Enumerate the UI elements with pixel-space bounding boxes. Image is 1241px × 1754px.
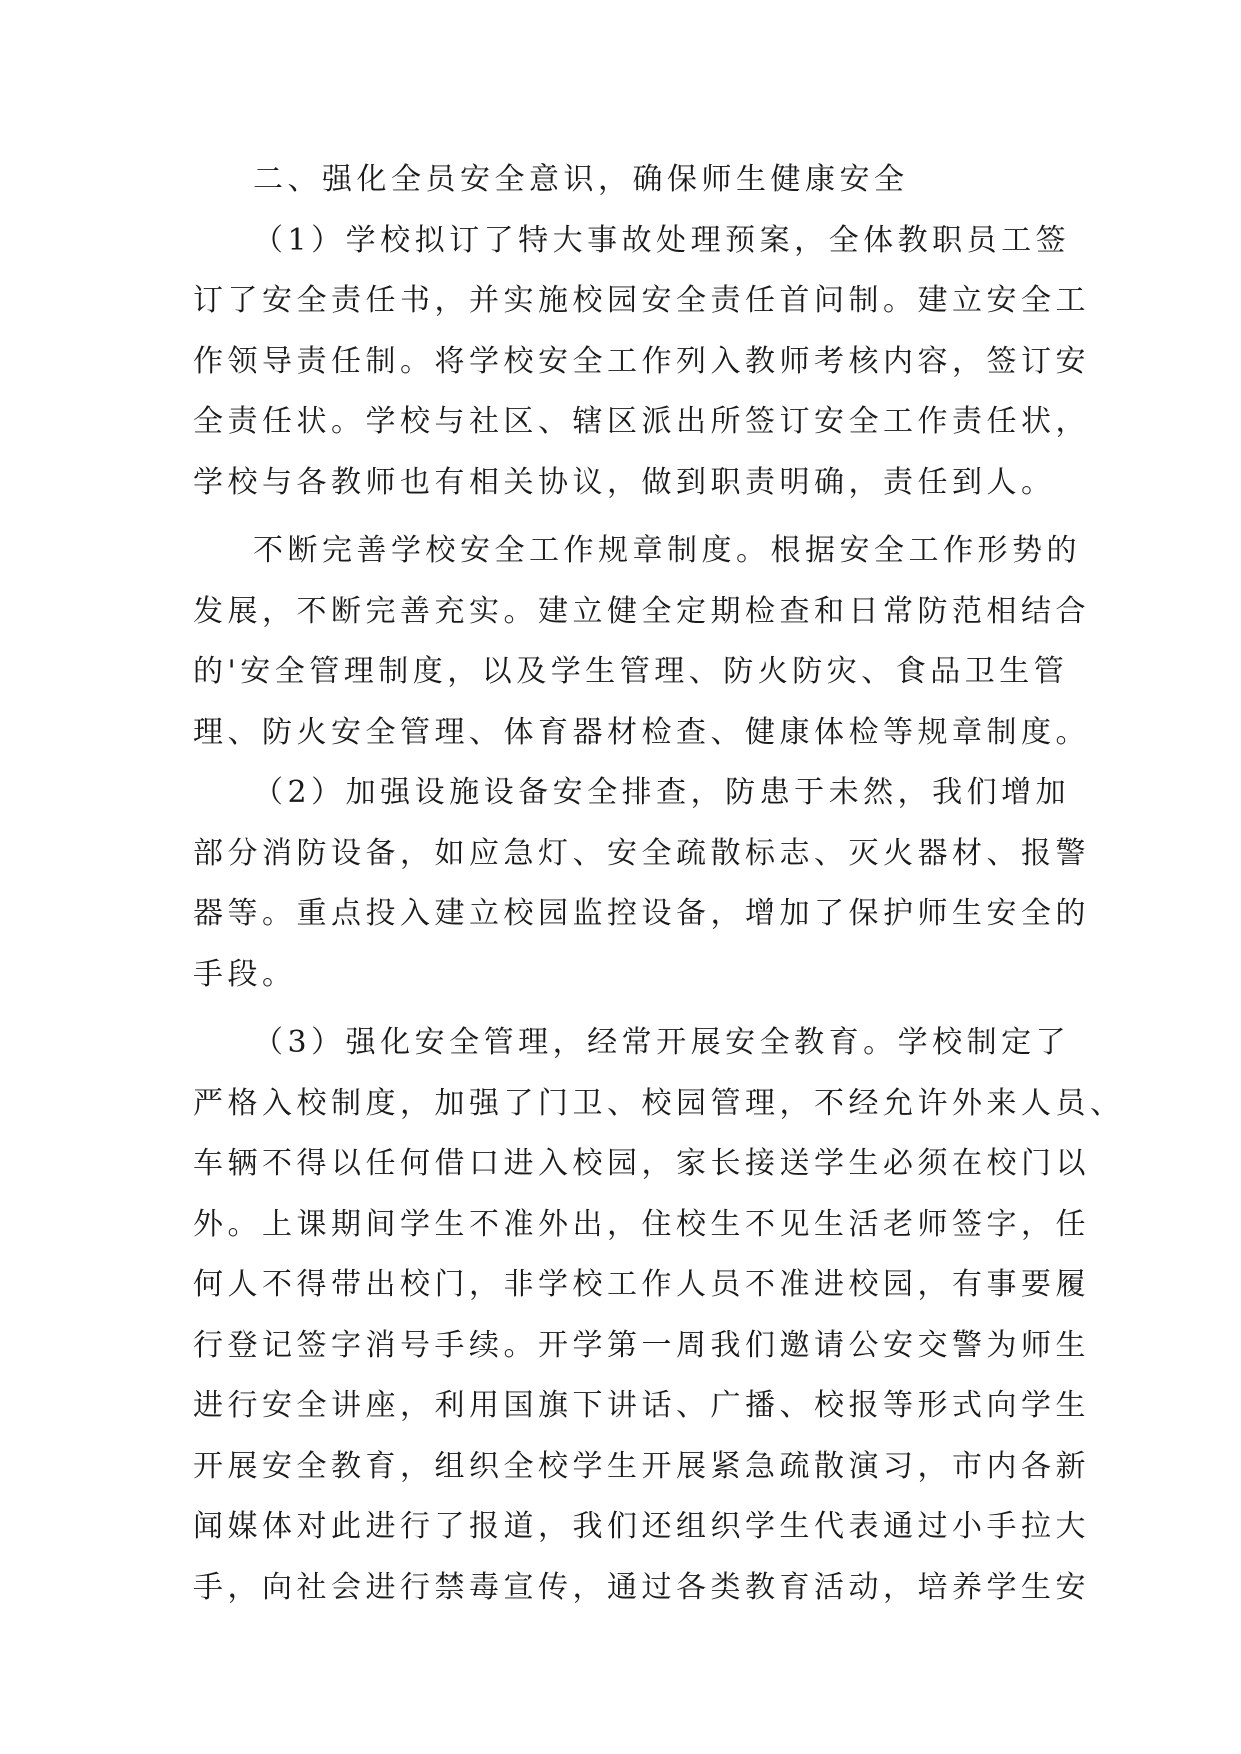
paragraph-line: 手，向社会进行禁毒宣传，通过各类教育活动，培养学生安 bbox=[193, 1569, 1090, 1605]
paragraph-line: （1）学校拟订了特大事故处理预案，全体教职员工签 bbox=[253, 222, 1071, 258]
paragraph-line: 严格入校制度，加强了门卫、校园管理，不经允许外来人员、 bbox=[193, 1085, 1125, 1121]
paragraph-line: 闻媒体对此进行了报道，我们还组织学生代表通过小手拉大 bbox=[193, 1509, 1090, 1544]
paragraph-line: （3）强化安全管理，经常开展安全教育。学校制定了 bbox=[253, 1025, 1071, 1060]
paragraph-line: （2）加强设施设备安全排查，防患于未然，我们增加 bbox=[253, 775, 1071, 810]
paragraph-line: 的'安全管理制度，以及学生管理、防火防灾、食品卫生管 bbox=[193, 654, 1069, 689]
paragraph-line: 不断完善学校安全工作规章制度。根据安全工作形势的 bbox=[253, 533, 1081, 568]
paragraph-line: 进行安全讲座，利用国旗下讲话、广播、校报等形式向学生 bbox=[193, 1388, 1090, 1423]
paragraph-line: 何人不得带出校门，非学校工作人员不准进校园，有事要履 bbox=[193, 1267, 1090, 1302]
paragraph-line: 作领导责任制。将学校安全工作列入教师考核内容，签订安 bbox=[193, 343, 1090, 379]
paragraph-line: 手段。 bbox=[193, 956, 297, 992]
paragraph-line: 车辆不得以任何借口进入校园，家长接送学生必须在校门以 bbox=[193, 1146, 1090, 1181]
paragraph-line: 器等。重点投入建立校园监控设备，增加了保护师生安全的 bbox=[193, 896, 1090, 931]
document-body bbox=[193, 150, 1125, 1618]
paragraph-line: 开展安全教育，组织全校学生开展紧急疏散演习，市内各新 bbox=[193, 1448, 1090, 1484]
section-heading: 二、强化全员安全意识，确保师生健康安全 bbox=[253, 162, 909, 197]
paragraph-line: 外。上课期间学生不准外出，住校生不见生活老师签字，任 bbox=[193, 1206, 1090, 1242]
paragraph-line: 学校与各教师也有相关协议，做到职责明确，责任到人。 bbox=[193, 464, 1056, 500]
paragraph-line: 订了安全责任书，并实施校园安全责任首问制。建立安全工 bbox=[193, 283, 1090, 318]
paragraph-line: 部分消防设备，如应急灯、安全疏散标志、灭火器材、报警 bbox=[193, 835, 1090, 871]
paragraph-line: 理、防火安全管理、体育器材检查、健康体检等规章制度。 bbox=[193, 714, 1090, 750]
paragraph-line: 全责任状。学校与社区、辖区派出所签订安全工作责任状， bbox=[193, 404, 1090, 439]
paragraph-line: 发展，不断完善充实。建立健全定期检查和日常防范相结合 bbox=[193, 593, 1090, 629]
paragraph-line: 行登记签字消号手续。开学第一周我们邀请公安交警为师生 bbox=[193, 1327, 1090, 1363]
